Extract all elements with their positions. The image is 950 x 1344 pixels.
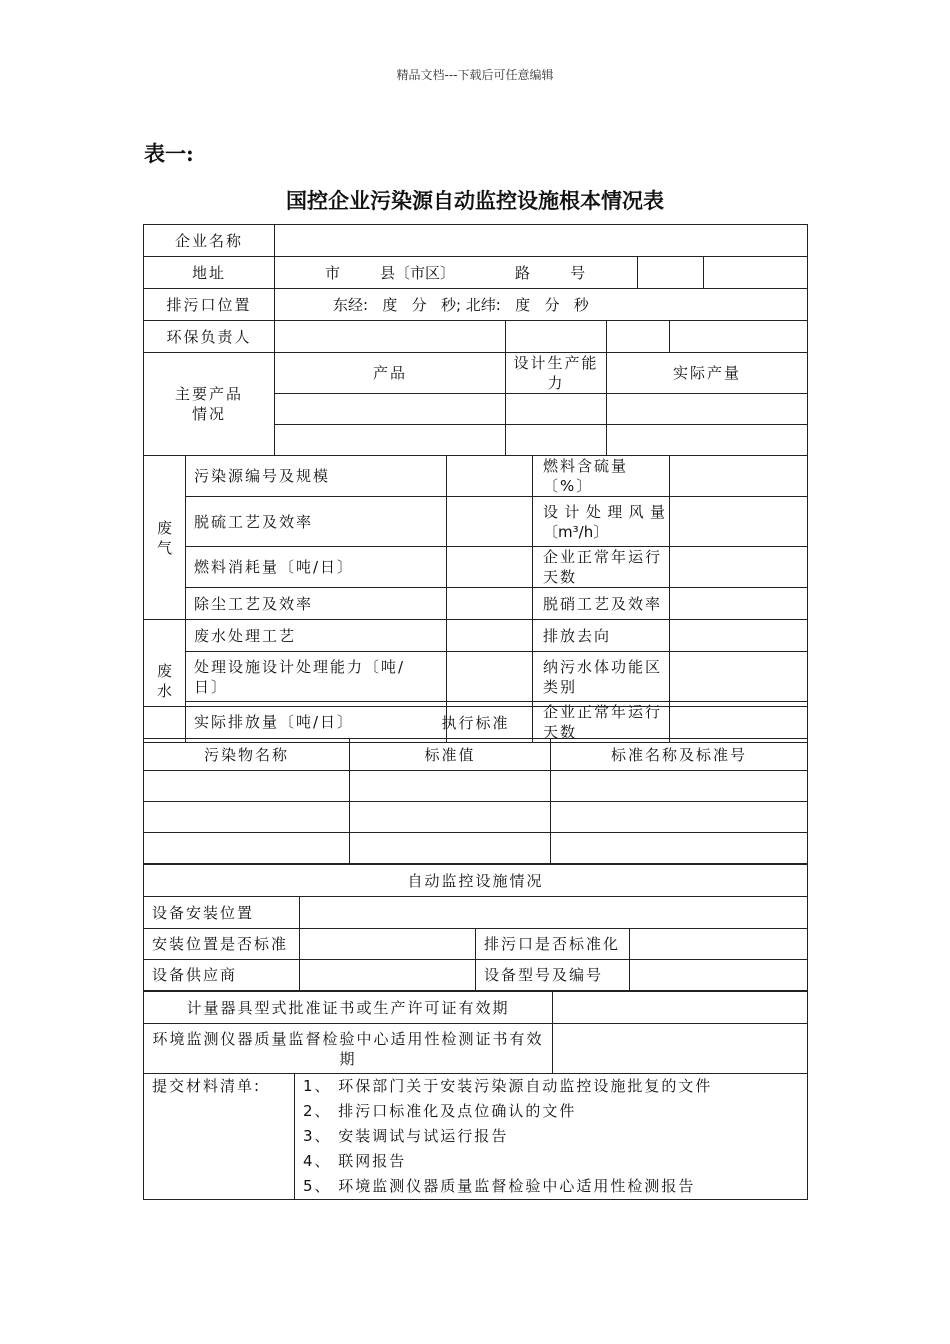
cert2-label [144,1024,553,1074]
main-products-label [144,353,275,456]
address-number: 号 [570,263,586,282]
source-number-field[interactable] [447,456,533,497]
denitrification-field[interactable] [670,588,808,620]
fuel-sulfur-field[interactable] [670,456,808,497]
air-volume-label [533,497,670,547]
material-item: 5、 环境监测仪器质量监督检验中心适用性检测报告 [303,1177,696,1195]
col-actual-output: 实际产量 [607,353,808,394]
page-header: 精品文档---下载后可任意编辑 [396,68,554,82]
capacity-cell[interactable] [506,394,607,425]
fuel-consumption-label: 燃料消耗量〔吨/日〕 [186,547,447,588]
fuel-sulfur-label: 燃料含硫量〔%〕 [533,456,670,497]
waste-gas-label [144,456,186,620]
material-item: 4、 联网报告 [303,1152,407,1170]
address-label: 地址 [144,257,275,289]
monitoring-table [143,864,808,991]
treatment-capacity-label [186,652,447,702]
col-standard-value: 标准值 [350,739,551,771]
form-title: 国控企业污染源自动监控设施根本情况表 [286,188,664,213]
main-products-label-line2: 情况 [192,405,227,423]
water-operation-days-label: 企业正常年运行天数 [533,702,670,743]
certificate-table [143,991,808,1074]
company-name-field[interactable] [275,225,808,257]
cert2-field[interactable] [553,1024,808,1074]
address-county: 县〔市区〕 [380,263,456,282]
col-product: 产品 [275,353,506,394]
material-item: 3、 安装调试与试运行报告 [303,1127,509,1145]
waste-water-label-1: 废 [156,662,172,680]
materials-label: 提交材料清单: [144,1074,295,1200]
model-field[interactable] [630,960,808,991]
cert2-label-2: 期 [339,1049,357,1068]
standard-value-cell[interactable] [350,833,551,864]
waste-gas-label-2: 气 [156,538,172,557]
standard-name-cell[interactable] [551,771,808,802]
cert2-label-1: 环境监测仪器质量监督检验中心适用性检测证书有效 [152,1029,544,1048]
operation-days-field[interactable] [670,547,808,588]
actual-discharge-label: 实际排放量〔吨/日〕 [186,702,447,743]
address-road: 路 [515,263,531,282]
source-number-label: 污染源编号及规模 [186,456,447,497]
treatment-capacity-field[interactable] [447,652,533,702]
materials-table [143,1073,808,1200]
supplier-label: 设备供应商 [144,960,300,991]
location-standard-field[interactable] [300,929,476,960]
receiving-water-label: 纳污水体功能区类别 [533,652,670,702]
product-cell[interactable] [275,394,506,425]
env-person-label: 环保负责人 [144,321,275,353]
env-person-field-4[interactable] [670,321,808,353]
address-field[interactable] [275,257,638,289]
standards-table [143,706,808,864]
product-cell[interactable] [275,425,506,456]
standard-name-cell[interactable] [551,833,808,864]
pollutant-cell[interactable] [144,771,350,802]
wastewater-process-label: 废水处理工艺 [186,620,447,652]
install-location-field[interactable] [300,897,808,929]
supplier-field[interactable] [300,960,476,991]
col-standard-name: 标准名称及标准号 [551,739,808,771]
monitoring-heading: 自动监控设施情况 [144,865,808,897]
table-label: 表一: [144,141,194,166]
pollutant-cell[interactable] [144,833,350,864]
air-volume-label-2: 〔m³/h〕 [543,522,609,541]
dust-removal-label: 除尘工艺及效率 [186,588,447,620]
install-location-label: 设备安装位置 [144,897,300,929]
pollutant-cell[interactable] [144,802,350,833]
operation-days-label: 企业正常年运行天数 [533,547,670,588]
treatment-capacity-label-2: 日〕 [194,677,229,696]
model-label: 设备型号及编号 [476,960,630,991]
waste-water-label-2: 水 [156,682,172,700]
discharge-destination-field[interactable] [670,620,808,652]
desulfurization-field[interactable] [447,497,533,547]
materials-list [295,1074,808,1200]
wastewater-process-field[interactable] [447,620,533,652]
fuel-consumption-field[interactable] [447,547,533,588]
location-standard-label: 安装位置是否标准 [144,929,300,960]
env-person-field-2[interactable] [506,321,607,353]
capacity-cell[interactable] [506,425,607,456]
standard-name-cell[interactable] [551,802,808,833]
discharge-destination-label: 排放去向 [533,620,670,652]
output-cell[interactable] [607,394,808,425]
address-extra-1[interactable] [638,257,704,289]
outlet-standard-field[interactable] [630,929,808,960]
output-cell[interactable] [607,425,808,456]
env-person-field[interactable] [275,321,506,353]
env-person-field-3[interactable] [607,321,670,353]
waste-gas-label-1: 废 [156,518,172,537]
company-name-label: 企业名称 [144,225,275,257]
col-design-capacity: 设计生产能力 [506,353,607,394]
denitrification-label: 脱硝工艺及效率 [533,588,670,620]
receiving-water-field[interactable] [670,652,808,702]
address-extra-2[interactable] [704,257,808,289]
col-pollutant-name: 污染物名称 [144,739,350,771]
outlet-position-label: 排污口位置 [144,289,275,321]
main-products-label-line1: 主要产品 [175,385,244,403]
cert1-field[interactable] [553,992,808,1024]
basic-info-table [143,224,808,743]
treatment-capacity-label-1: 处理设施设计处理能力〔吨/ [194,657,406,676]
standards-heading: 执行标准 [144,707,808,739]
air-volume-label-1: 设 计 处 理 风 量 [543,502,666,521]
outlet-standard-label: 排污口是否标准化 [476,929,630,960]
standard-value-cell[interactable] [350,802,551,833]
dust-removal-field[interactable] [447,588,533,620]
material-item: 1、 环保部门关于安装污染源自动监控设施批复的文件 [303,1077,713,1095]
desulfurization-label: 脱硫工艺及效率 [186,497,447,547]
outlet-coordinates-field[interactable]: 东经: 度 分 秒; 北纬: 度 分 秒 [275,289,808,321]
material-item: 2、 排污口标准化及点位确认的文件 [303,1102,577,1120]
cert1-label: 计量器具型式批准证书或生产许可证有效期 [144,992,553,1024]
standard-value-cell[interactable] [350,771,551,802]
air-volume-field[interactable] [670,497,808,547]
address-city: 市 [325,263,341,282]
